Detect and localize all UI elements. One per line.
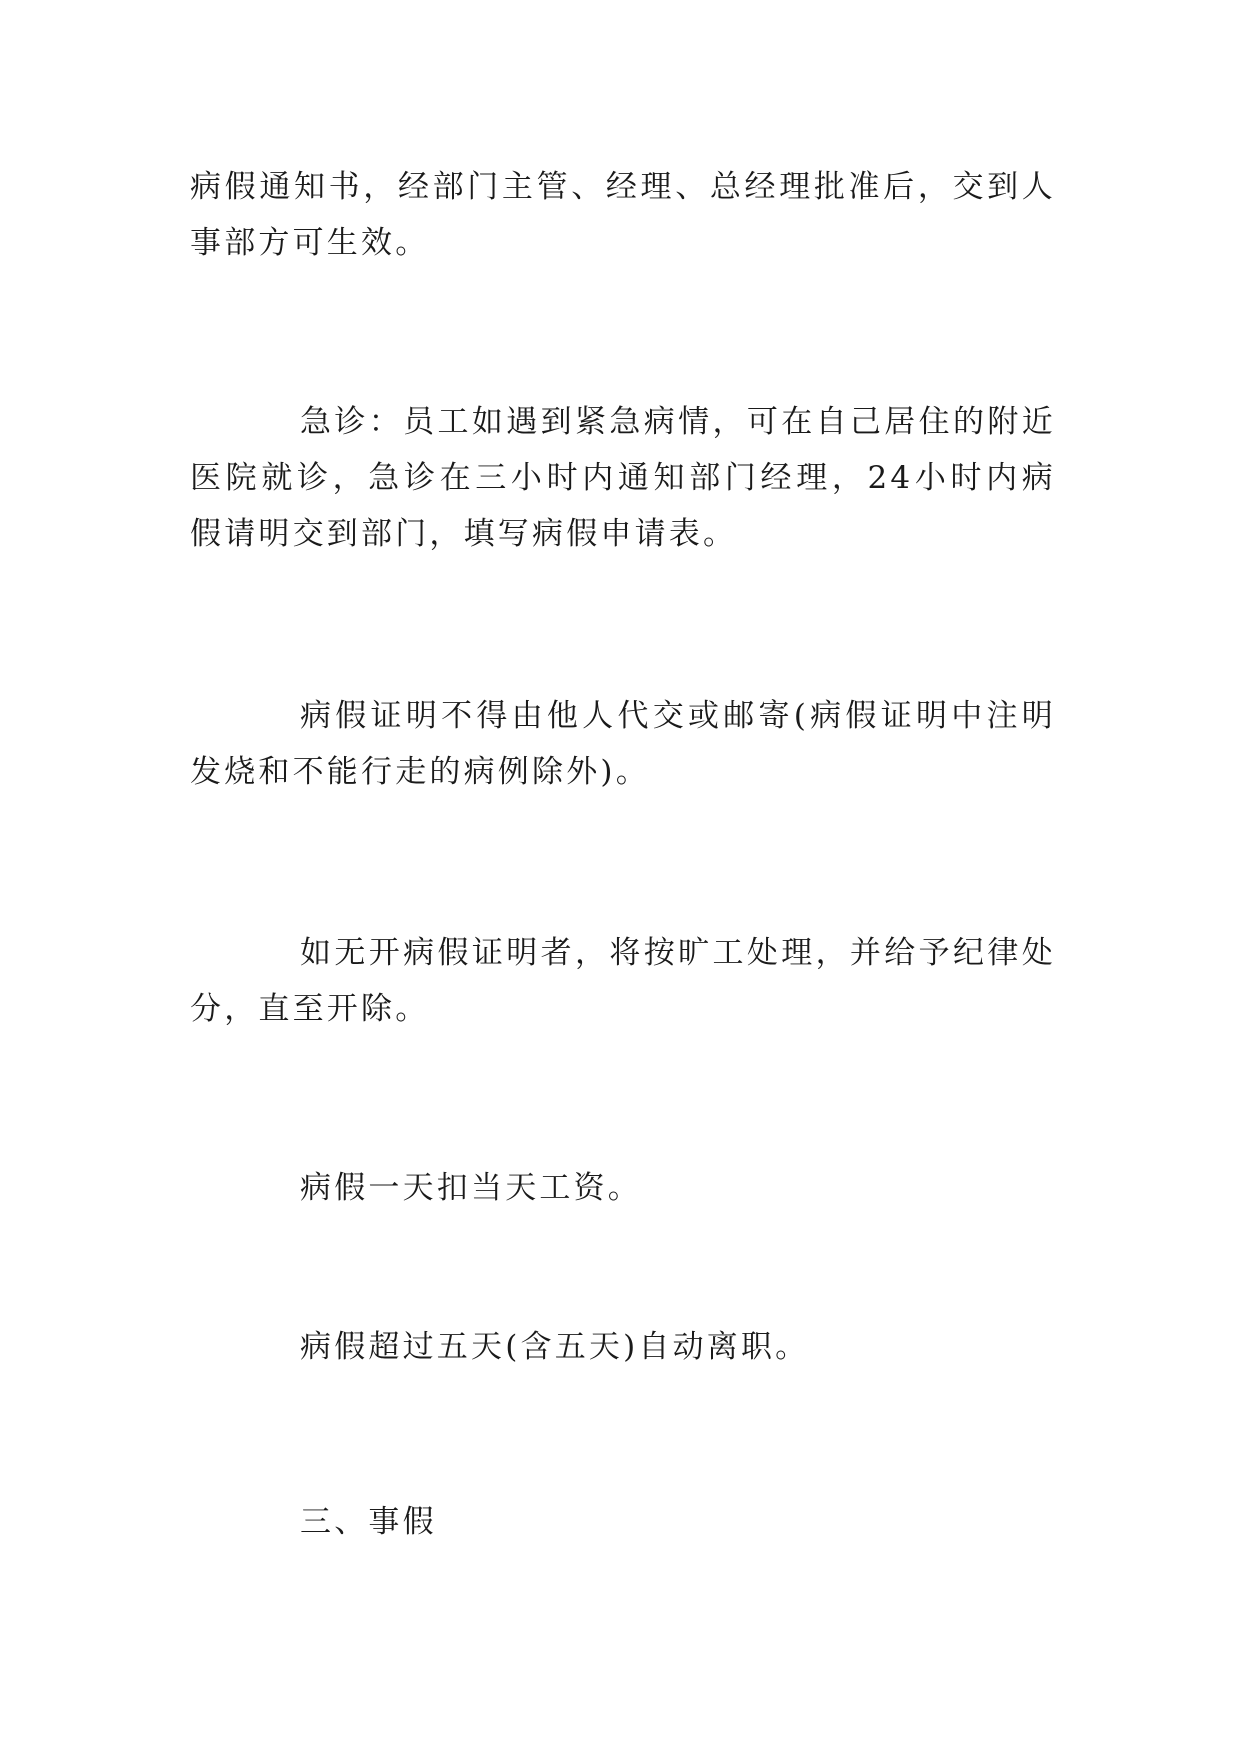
paragraph-no-certificate: 如无开病假证明者，将按旷工处理，并给予纪律处分，直至开除。	[190, 935, 1056, 1027]
paragraph-sick-leave-notice: 病假通知书，经部门主管、经理、总经理批准后，交到人事部方可生效。	[190, 169, 1056, 261]
paragraph-salary-deduction: 病假一天扣当天工资。	[300, 1170, 642, 1206]
paragraph-certificate-rule: 病假证明不得由他人代交或邮寄(病假证明中注明发烧和不能行走的病例除外)。	[190, 698, 1056, 790]
paragraph-auto-resignation: 病假超过五天(含五天)自动离职。	[300, 1329, 810, 1365]
paragraph-emergency: 急诊：员工如遇到紧急病情，可在自己居住的附近医院就诊，急诊在三小时内通知部门经理，24小时内病假请明交到部门，填写病假申请表。	[190, 404, 1056, 552]
section-heading-personal-leave: 三、事假	[300, 1504, 437, 1540]
